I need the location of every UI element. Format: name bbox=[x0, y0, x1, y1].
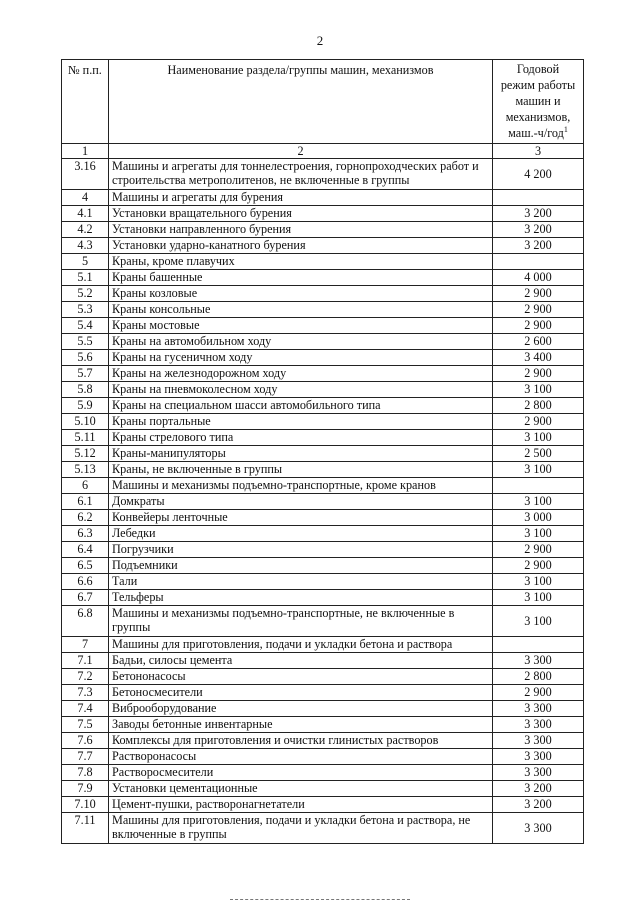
row-number: 6.3 bbox=[62, 526, 109, 542]
row-name: Краны козловые bbox=[109, 286, 493, 302]
table-row bbox=[62, 574, 584, 590]
row-name: Краны на специальном шасси автомобильного типа bbox=[109, 398, 493, 414]
column-number: 2 bbox=[109, 144, 493, 159]
row-number: 7 bbox=[62, 637, 109, 653]
row-name: Установки ударно-канатного бурения bbox=[109, 238, 493, 254]
row-name: Машины и механизмы подъемно-транспортные, кроме кранов bbox=[109, 478, 493, 494]
header-annual-line-2: режим работы bbox=[500, 78, 576, 92]
row-number: 4.2 bbox=[62, 222, 109, 238]
row-name: Заводы бетонные инвентарные bbox=[109, 717, 493, 733]
row-value: 3 300 bbox=[493, 749, 584, 765]
page-number: 2 bbox=[316, 33, 324, 48]
row-value: 3 200 bbox=[493, 238, 584, 254]
row-value: 2 900 bbox=[493, 318, 584, 334]
row-value: 2 900 bbox=[493, 414, 584, 430]
row-value: 2 900 bbox=[493, 366, 584, 382]
row-name: Бадьи, силосы цемента bbox=[109, 653, 493, 669]
row-number: 5.11 bbox=[62, 430, 109, 446]
row-value: 2 900 bbox=[493, 558, 584, 574]
row-name: Краны на пневмоколесном ходу bbox=[109, 382, 493, 398]
row-number: 4 bbox=[62, 190, 109, 206]
row-number: 6.4 bbox=[62, 542, 109, 558]
table-row bbox=[62, 653, 584, 669]
row-value: 2 500 bbox=[493, 446, 584, 462]
row-number: 6.7 bbox=[62, 590, 109, 606]
row-value: 3 100 bbox=[493, 526, 584, 542]
header-item-number: № п.п. bbox=[62, 60, 109, 144]
table-body bbox=[62, 159, 584, 844]
table-row bbox=[62, 398, 584, 414]
row-number: 5.4 bbox=[62, 318, 109, 334]
row-value: 2 900 bbox=[493, 302, 584, 318]
row-number: 7.7 bbox=[62, 749, 109, 765]
table-row bbox=[62, 414, 584, 430]
row-value: 3 200 bbox=[493, 206, 584, 222]
row-name: Бетоносмесители bbox=[109, 685, 493, 701]
row-value: 3 400 bbox=[493, 350, 584, 366]
table-row bbox=[62, 749, 584, 765]
table-row bbox=[62, 733, 584, 749]
row-number: 5.13 bbox=[62, 462, 109, 478]
table-row bbox=[62, 765, 584, 781]
table-row bbox=[62, 430, 584, 446]
row-name: Машины и механизмы подъемно-транспортные, не включенные в группы bbox=[109, 606, 493, 637]
table-row bbox=[62, 717, 584, 733]
column-number: 1 bbox=[62, 144, 109, 159]
table-row bbox=[62, 302, 584, 318]
table-row bbox=[62, 222, 584, 238]
row-name: Машины и агрегаты для бурения bbox=[109, 190, 493, 206]
row-name: Машины и агрегаты для тоннелестроения, горнопроходческих работ и строительства метрополитенов, не включенные в группы bbox=[109, 159, 493, 190]
table-row bbox=[62, 494, 584, 510]
row-value: 3 300 bbox=[493, 717, 584, 733]
row-value: 3 100 bbox=[493, 606, 584, 637]
row-value: 3 100 bbox=[493, 590, 584, 606]
row-value: 2 600 bbox=[493, 334, 584, 350]
row-value: 2 900 bbox=[493, 685, 584, 701]
row-value: 4 000 bbox=[493, 270, 584, 286]
table-row bbox=[62, 558, 584, 574]
page-bottom-edge bbox=[230, 899, 410, 900]
row-value: 3 100 bbox=[493, 494, 584, 510]
table-row bbox=[62, 669, 584, 685]
row-name: Растворонасосы bbox=[109, 749, 493, 765]
table-row bbox=[62, 478, 584, 494]
row-name: Краны-манипуляторы bbox=[109, 446, 493, 462]
table-row bbox=[62, 526, 584, 542]
row-number: 7.4 bbox=[62, 701, 109, 717]
header-name: Наименование раздела/группы машин, механизмов bbox=[109, 60, 493, 144]
row-number: 6.2 bbox=[62, 510, 109, 526]
row-number: 7.5 bbox=[62, 717, 109, 733]
table-row bbox=[62, 238, 584, 254]
row-number: 6.8 bbox=[62, 606, 109, 637]
row-number: 5.1 bbox=[62, 270, 109, 286]
row-name: Лебедки bbox=[109, 526, 493, 542]
column-number: 3 bbox=[493, 144, 584, 159]
row-name: Комплексы для приготовления и очистки глинистых растворов bbox=[109, 733, 493, 749]
row-name: Краны на гусеничном ходу bbox=[109, 350, 493, 366]
table-header-row bbox=[62, 60, 584, 144]
row-number: 7.10 bbox=[62, 797, 109, 813]
row-name: Краны на железнодорожном ходу bbox=[109, 366, 493, 382]
row-name: Растворосмесители bbox=[109, 765, 493, 781]
row-value bbox=[493, 637, 584, 653]
row-value: 3 200 bbox=[493, 222, 584, 238]
row-number: 5.8 bbox=[62, 382, 109, 398]
row-number: 6 bbox=[62, 478, 109, 494]
row-name: Виброоборудование bbox=[109, 701, 493, 717]
row-name: Конвейеры ленточные bbox=[109, 510, 493, 526]
row-number: 5.7 bbox=[62, 366, 109, 382]
header-annual-line-1: Годовой bbox=[516, 62, 560, 76]
row-number: 7.9 bbox=[62, 781, 109, 797]
row-number: 7.8 bbox=[62, 765, 109, 781]
row-value: 3 100 bbox=[493, 430, 584, 446]
row-name: Машины для приготовления, подачи и укладки бетона и раствора, не включенные в группы bbox=[109, 813, 493, 844]
row-number: 7.2 bbox=[62, 669, 109, 685]
row-value: 2 900 bbox=[493, 542, 584, 558]
row-name: Краны башенные bbox=[109, 270, 493, 286]
table-row bbox=[62, 318, 584, 334]
row-number: 7.3 bbox=[62, 685, 109, 701]
row-number: 3.16 bbox=[62, 159, 109, 190]
table-row bbox=[62, 254, 584, 270]
row-number: 5.6 bbox=[62, 350, 109, 366]
table-row bbox=[62, 446, 584, 462]
table-row bbox=[62, 685, 584, 701]
table-row bbox=[62, 382, 584, 398]
row-number: 5 bbox=[62, 254, 109, 270]
table-row bbox=[62, 206, 584, 222]
table-row bbox=[62, 270, 584, 286]
row-value: 3 300 bbox=[493, 765, 584, 781]
table-row bbox=[62, 637, 584, 653]
table-row bbox=[62, 590, 584, 606]
row-name: Краны консольные bbox=[109, 302, 493, 318]
row-value: 3 000 bbox=[493, 510, 584, 526]
row-number: 4.1 bbox=[62, 206, 109, 222]
row-value: 2 800 bbox=[493, 398, 584, 414]
column-number-row bbox=[62, 144, 584, 159]
header-annual-line-4: механизмов, bbox=[505, 110, 571, 124]
row-number: 7.11 bbox=[62, 813, 109, 844]
row-number: 5.9 bbox=[62, 398, 109, 414]
table-row bbox=[62, 797, 584, 813]
table-row bbox=[62, 334, 584, 350]
row-name: Подъемники bbox=[109, 558, 493, 574]
row-name: Установки вращательного бурения bbox=[109, 206, 493, 222]
row-value: 3 300 bbox=[493, 653, 584, 669]
row-number: 5.5 bbox=[62, 334, 109, 350]
row-name: Бетононасосы bbox=[109, 669, 493, 685]
row-name: Цемент-пушки, растворонагнетатели bbox=[109, 797, 493, 813]
table-row bbox=[62, 159, 584, 190]
row-name: Установки цементационные bbox=[109, 781, 493, 797]
row-value: 2 900 bbox=[493, 286, 584, 302]
row-number: 7.1 bbox=[62, 653, 109, 669]
row-name: Краны, не включенные в группы bbox=[109, 462, 493, 478]
row-name: Тали bbox=[109, 574, 493, 590]
row-number: 6.1 bbox=[62, 494, 109, 510]
row-number: 5.3 bbox=[62, 302, 109, 318]
row-name: Тельферы bbox=[109, 590, 493, 606]
table-row bbox=[62, 606, 584, 637]
table-row bbox=[62, 366, 584, 382]
machinery-table bbox=[61, 59, 584, 844]
table-row bbox=[62, 701, 584, 717]
row-number: 5.10 bbox=[62, 414, 109, 430]
row-name: Погрузчики bbox=[109, 542, 493, 558]
row-value: 3 300 bbox=[493, 701, 584, 717]
row-value: 3 300 bbox=[493, 813, 584, 844]
row-number: 7.6 bbox=[62, 733, 109, 749]
row-value: 3 100 bbox=[493, 382, 584, 398]
table-row bbox=[62, 286, 584, 302]
row-value bbox=[493, 254, 584, 270]
header-annual-line-3: машин и bbox=[515, 94, 561, 108]
table-row bbox=[62, 350, 584, 366]
table-row bbox=[62, 510, 584, 526]
row-name: Машины для приготовления, подачи и укладки бетона и раствора bbox=[109, 637, 493, 653]
row-name: Домкраты bbox=[109, 494, 493, 510]
row-name: Краны стрелового типа bbox=[109, 430, 493, 446]
row-name: Установки направленного бурения bbox=[109, 222, 493, 238]
table-row bbox=[62, 813, 584, 844]
row-number: 6.6 bbox=[62, 574, 109, 590]
header-annual-unit: маш.-ч/год bbox=[508, 126, 564, 140]
row-name: Краны на автомобильном ходу bbox=[109, 334, 493, 350]
row-number: 5.12 bbox=[62, 446, 109, 462]
row-number: 4.3 bbox=[62, 238, 109, 254]
row-value: 3 200 bbox=[493, 781, 584, 797]
row-number: 5.2 bbox=[62, 286, 109, 302]
row-value: 4 200 bbox=[493, 159, 584, 190]
row-name: Краны портальные bbox=[109, 414, 493, 430]
row-name: Краны мостовые bbox=[109, 318, 493, 334]
row-value bbox=[493, 190, 584, 206]
row-name: Краны, кроме плавучих bbox=[109, 254, 493, 270]
table-row bbox=[62, 190, 584, 206]
header-annual-mode bbox=[493, 60, 584, 144]
table-row bbox=[62, 542, 584, 558]
table-row bbox=[62, 781, 584, 797]
row-value: 3 100 bbox=[493, 462, 584, 478]
table-row bbox=[62, 462, 584, 478]
row-value: 2 800 bbox=[493, 669, 584, 685]
row-number: 6.5 bbox=[62, 558, 109, 574]
row-value bbox=[493, 478, 584, 494]
row-value: 3 200 bbox=[493, 797, 584, 813]
row-value: 3 100 bbox=[493, 574, 584, 590]
row-value: 3 300 bbox=[493, 733, 584, 749]
footnote-marker: 1 bbox=[563, 124, 568, 134]
